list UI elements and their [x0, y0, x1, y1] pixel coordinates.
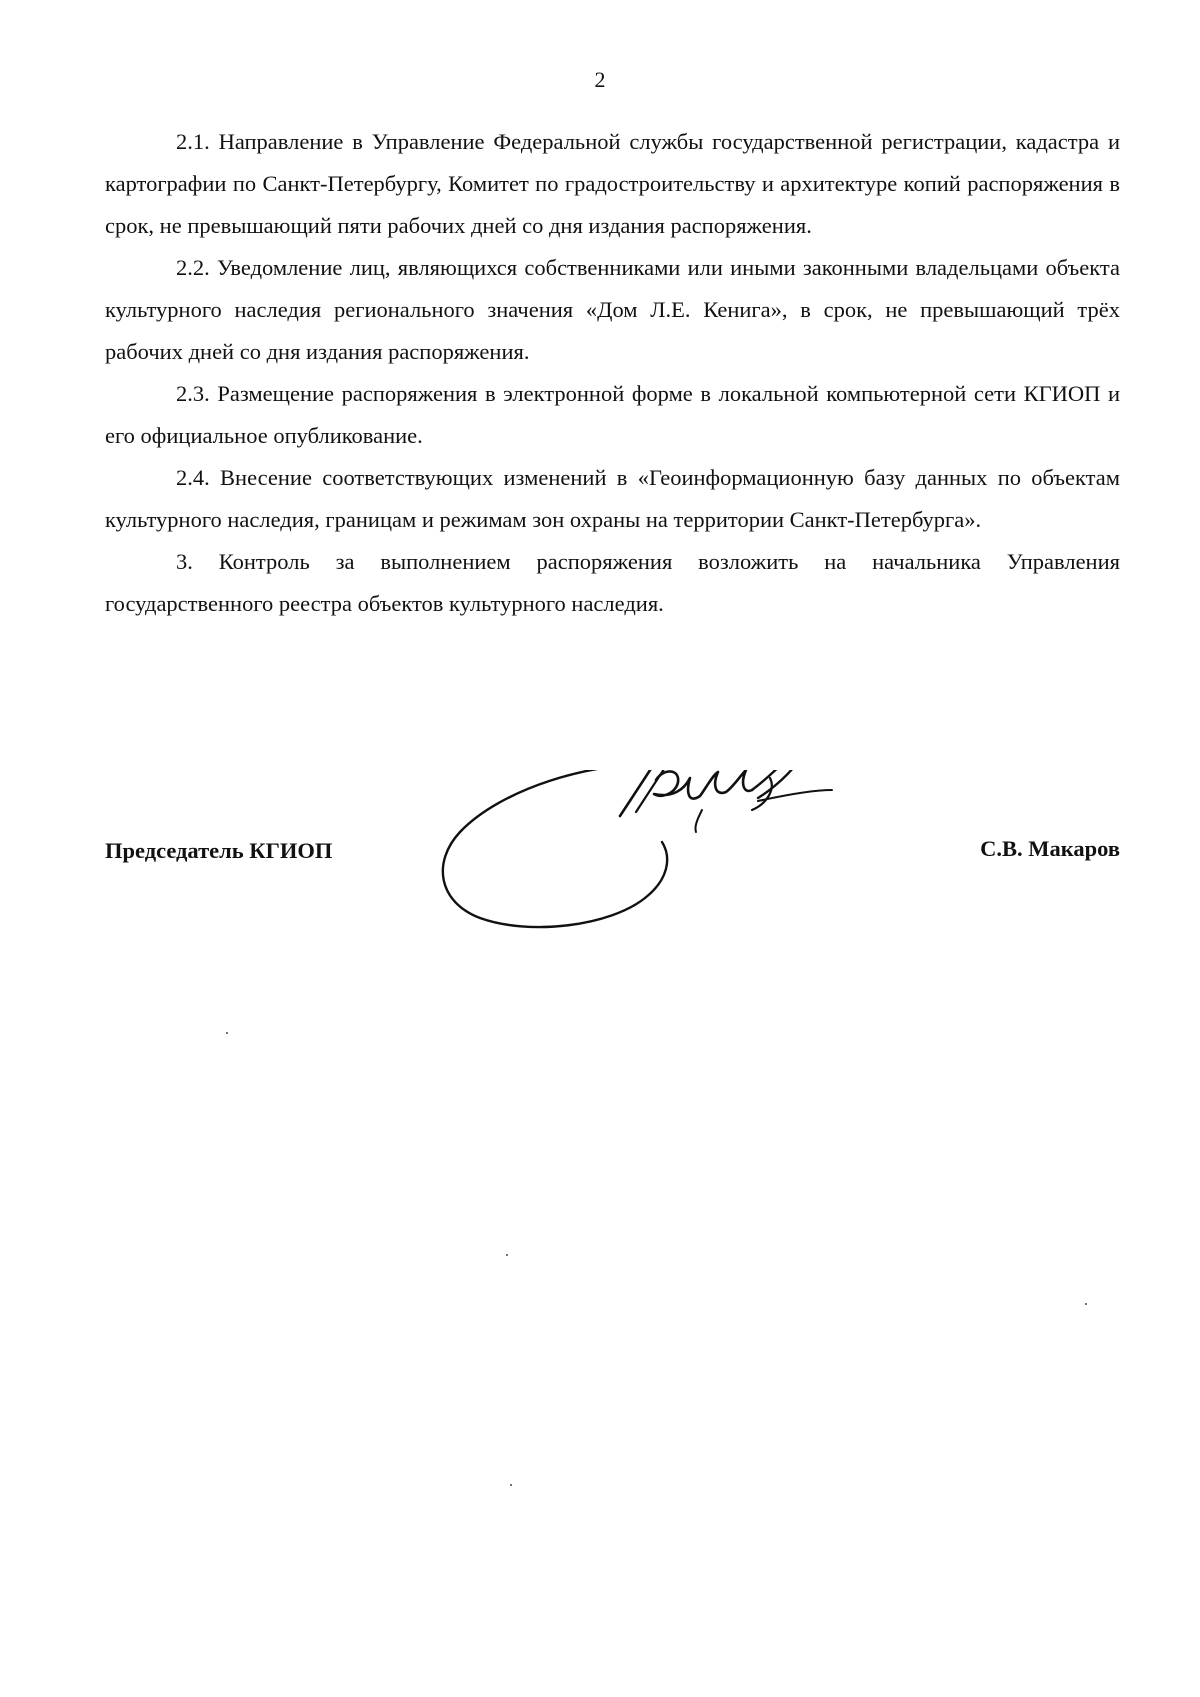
handwritten-signature — [440, 770, 920, 970]
paragraph-2-2: 2.2. Уведомление лиц, являющихся собственниками или иными законными владельцами объекта культурного наследия регионального значения «Дом Л.Е. Кенига», в срок, не превышающий трёх рабочих дней со дня издания распоряжения. — [105, 255, 1120, 364]
paragraph-3: 3. Контроль за выполнением распоряжения возложить на начальника Управления государственного реестра объектов культурного наследия. — [105, 549, 1120, 616]
scan-speck — [1085, 1303, 1087, 1305]
signer-position: Председатель КГИОП — [105, 838, 333, 863]
paragraph-2-3: 2.3. Размещение распоряжения в электронной форме в локальной компьютерной сети КГИОП и его официальное опубликование. — [105, 381, 1120, 448]
paragraph-2-4: 2.4. Внесение соответствующих изменений в «Геоинформационную базу данных по объектам культурного наследия, границам и режимам зон охраны на территории Санкт-Петербурга». — [105, 465, 1120, 532]
scan-speck — [226, 1032, 228, 1034]
scan-speck — [510, 1484, 512, 1486]
paragraph-2-1: 2.1. Направление в Управление Федеральной службы государственной регистрации, кадастра и картографии по Санкт-Петербургу, Комитет по градостроительству и архитектуре копий распоряжения в срок, не превышающий пяти рабочих дней со дня издания распоряжения. — [105, 129, 1120, 238]
page-number: 2 — [594, 67, 606, 92]
scan-speck — [506, 1254, 508, 1256]
signer-name: С.В. Макаров — [980, 836, 1120, 861]
